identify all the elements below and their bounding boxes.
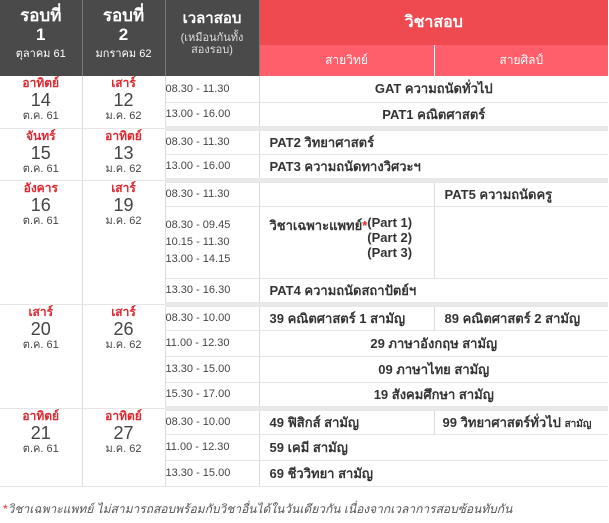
day-month: ต.ค. 61: [22, 162, 59, 175]
part-list: [367, 215, 412, 260]
exam-time: 08.30 - 10.00: [165, 304, 259, 330]
exam-time: 08.30 - 11.30: [165, 128, 259, 154]
day-month: ม.ค. 62: [105, 442, 142, 455]
exam-time: 13.00 - 16.00: [165, 154, 259, 180]
day-number: 15: [30, 142, 51, 163]
day-month: ม.ค. 62: [105, 110, 142, 122]
arts-exam-subject: [434, 408, 608, 434]
science-exam-subject: 39 คณิตศาสตร์ 1 สามัญ: [259, 304, 434, 330]
round2-title: รอบที่: [102, 6, 145, 25]
schedule-row: [0, 304, 608, 330]
time-header: [165, 0, 259, 76]
exam-subject: PAT3 ความถนัดทางวิศวะฯ: [259, 154, 608, 180]
exam-time: [165, 206, 259, 278]
exam-time: 08.30 - 10.00: [165, 408, 259, 434]
round1-title: รอบที่: [20, 6, 62, 25]
exam-time-part3: 13.00 - 14.15: [165, 252, 231, 265]
day-number: 21: [30, 422, 51, 443]
exam-time-part2: 10.15 - 11.30: [165, 235, 230, 248]
arts-exam-subject: 89 คณิตศาสตร์ 2 สามัญ: [434, 304, 608, 330]
exam-subject: 69 ชีววิทยา สามัญ: [259, 460, 608, 486]
exam-subject: [259, 206, 434, 278]
arts-subject-name: 99 วิทยาศาสตร์ทั่วไป: [442, 414, 561, 430]
science-exam-subject: 49 ฟิสิกส์ สามัญ: [259, 408, 434, 434]
exam-subject: PAT1 คณิตศาสตร์: [259, 102, 608, 128]
exam-time: 13.30 - 15.00: [165, 460, 259, 486]
day-month: ม.ค. 62: [105, 214, 142, 227]
day-month: ต.ค. 61: [22, 214, 59, 227]
day-number: 13: [113, 142, 134, 163]
day-month: ต.ค. 61: [22, 442, 59, 455]
exam-time-part1: 08.30 - 09.45: [165, 218, 231, 231]
day-month: ต.ค. 61: [22, 110, 59, 122]
round2-date: [82, 128, 165, 180]
round1-date: [0, 76, 82, 128]
round2-number: 2: [118, 25, 129, 44]
exam-subject: PAT4 ความถนัดสถาปัตย์ฯ: [259, 278, 608, 304]
round2-date: [82, 76, 165, 128]
arts-subject-suffix: สามัญ: [564, 418, 592, 430]
science-track-header: สายวิทย์: [259, 45, 434, 76]
day-month: ม.ค. 62: [105, 338, 142, 351]
day-number: 16: [30, 194, 51, 215]
time-title: เวลาสอบ: [182, 10, 242, 27]
day-of-week: อาทิตย์: [105, 128, 142, 143]
day-of-week: อาทิตย์: [22, 76, 60, 90]
arts-empty-cell: [434, 206, 608, 278]
exam-time: 13.30 - 15.00: [165, 356, 259, 382]
day-of-week: เสาร์: [28, 304, 54, 319]
arts-track-header: สายศิลป์: [434, 45, 608, 76]
schedule-row: [0, 128, 608, 154]
round1-number: 1: [36, 25, 46, 44]
round1-month: ตุลาคม 61: [15, 48, 66, 60]
round1-header: [0, 0, 82, 76]
exam-time: 13.30 - 16.30: [165, 278, 259, 304]
round2-date: [82, 408, 165, 486]
medical-subject-name: วิชาเฉพาะแพทย์: [269, 217, 363, 233]
round2-date: [82, 180, 165, 304]
exam-time: 11.00 - 12.30: [165, 434, 259, 460]
exam-subject: 19 สังคมศึกษา สามัญ: [259, 382, 608, 408]
day-of-week: จันทร์: [25, 128, 56, 143]
exam-time: 15.30 - 17.00: [165, 382, 259, 408]
footnote-star: *: [3, 502, 8, 516]
subject-header: วิชาสอบ: [259, 0, 608, 45]
schedule-row: [0, 408, 608, 434]
day-number: 26: [113, 318, 134, 339]
schedule-row: [0, 180, 608, 206]
exam-time: 08.30 - 11.30: [165, 76, 259, 102]
part-label: (Part 2): [367, 229, 413, 245]
exam-time: 08.30 - 11.30: [165, 180, 259, 206]
day-of-week: อาทิตย์: [105, 408, 142, 423]
day-of-week: เสาร์: [111, 304, 136, 319]
footnote: [3, 500, 512, 519]
exam-subject: GAT ความถนัดทั่วไป: [259, 76, 608, 102]
round1-date: [0, 180, 82, 304]
day-of-week: อาทิตย์: [22, 408, 60, 423]
exam-subject: 09 ภาษาไทย สามัญ: [259, 356, 608, 382]
footnote-marker: *: [362, 217, 368, 233]
science-empty-cell: [259, 180, 434, 206]
exam-subject: PAT5 ความถนัดครู: [434, 180, 608, 206]
day-month: ม.ค. 62: [105, 162, 142, 175]
day-month: ต.ค. 61: [22, 338, 59, 351]
round2-header: [82, 0, 165, 76]
footnote-text: วิชาเฉพาะแพทย์ ไม่สามารถสอบพร้อมกับวิชาอื่นได้ในวันเดียวกัน เนื่องจากเวลาการสอบซ้อนทับกัน: [7, 502, 513, 516]
round1-date: [0, 304, 82, 408]
part-label: (Part 3): [367, 244, 413, 260]
round1-date: [0, 128, 82, 180]
exam-subject: 29 ภาษาอังกฤษ สามัญ: [259, 330, 608, 356]
round2-month: มกราคม 62: [95, 48, 152, 60]
day-number: 12: [113, 90, 134, 110]
day-number: 20: [30, 318, 51, 339]
exam-time: 13.00 - 16.00: [165, 102, 259, 128]
exam-subject: PAT2 วิทยาศาสตร์: [259, 128, 608, 154]
time-note-line1: (เหมือนกันทั้ง: [180, 32, 244, 44]
schedule-row: [0, 76, 608, 102]
day-of-week: เสาร์: [111, 76, 136, 90]
day-of-week: เสาร์: [111, 180, 136, 195]
day-of-week: อังคาร: [23, 180, 58, 195]
time-note-line2: สองรอบ): [191, 44, 233, 56]
day-number: 27: [113, 422, 134, 443]
exam-subject: 59 เคมี สามัญ: [259, 434, 608, 460]
round2-date: [82, 304, 165, 408]
exam-time: 11.00 - 12.30: [165, 330, 259, 356]
day-number: 19: [113, 194, 134, 215]
day-number: 14: [30, 90, 51, 110]
part-label: (Part 1): [367, 214, 413, 230]
round1-date: [0, 408, 82, 486]
